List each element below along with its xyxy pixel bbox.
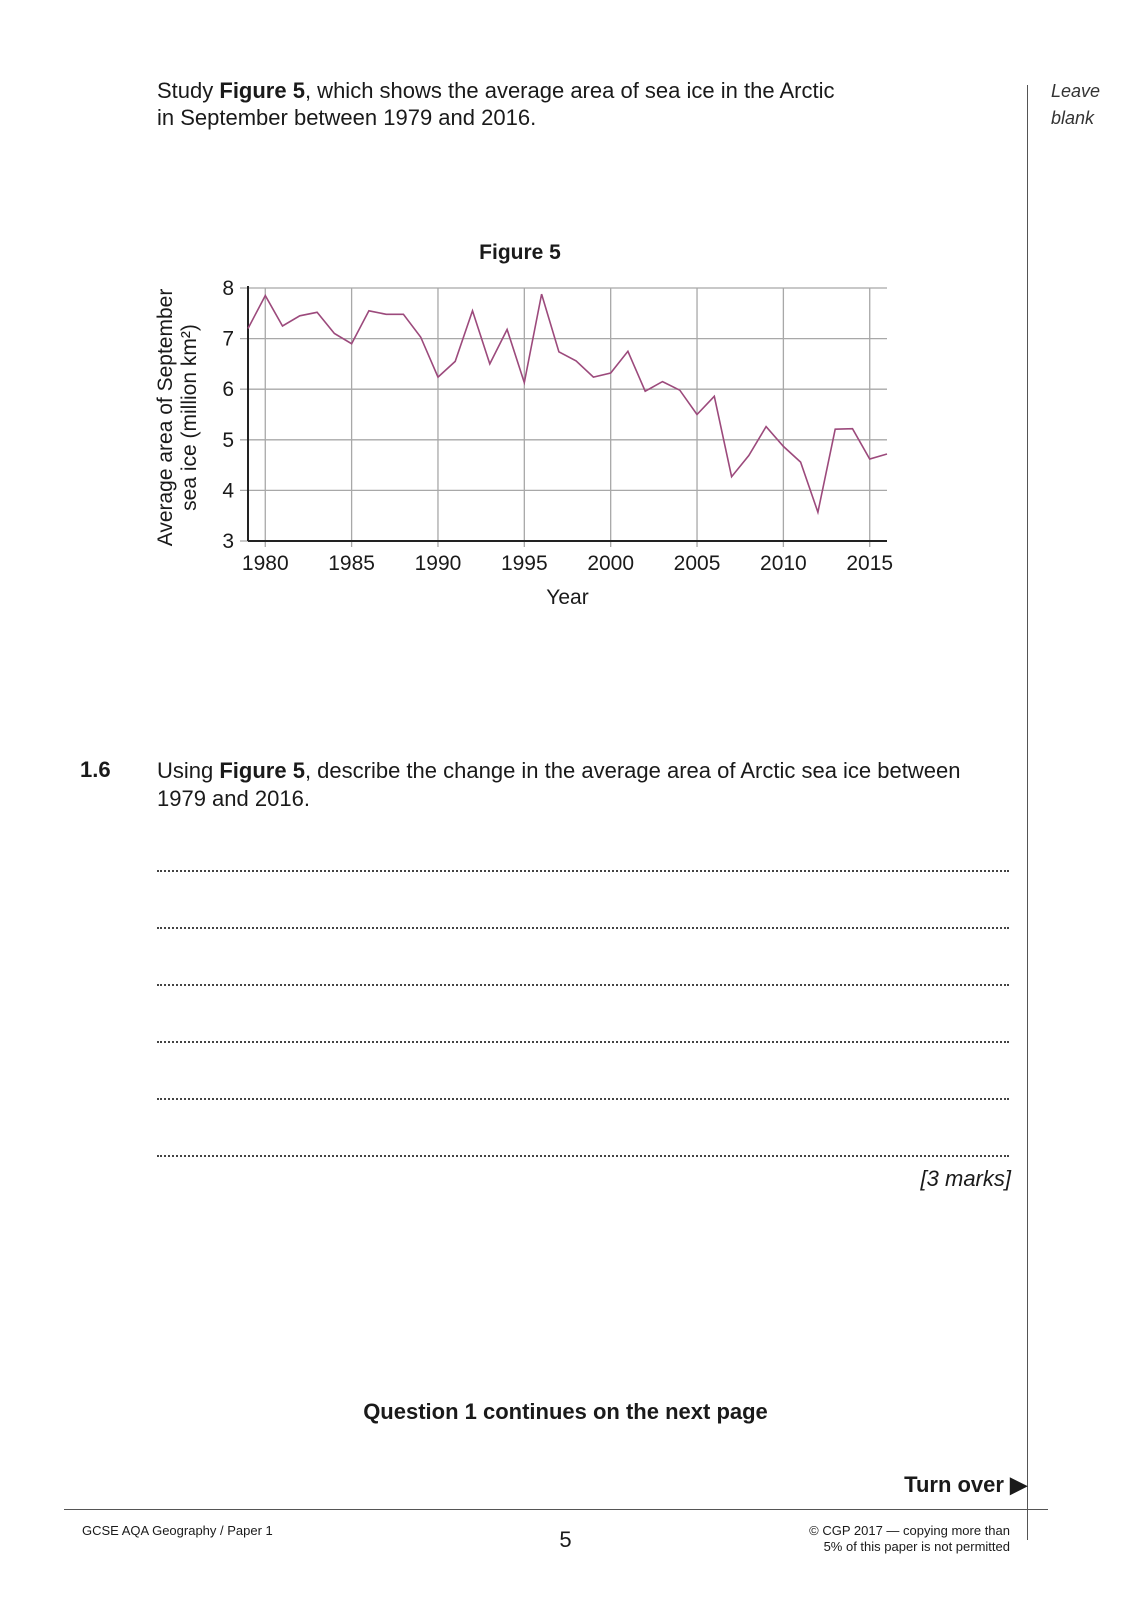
y-axis-label <box>154 289 201 547</box>
x-tick-labels <box>242 552 893 575</box>
footer-paper-title: GCSE AQA Geography / Paper 1 <box>82 1523 273 1538</box>
x-tick-label-1990: 1990 <box>414 552 462 575</box>
x-tick-label-2000: 2000 <box>587 552 635 575</box>
answer-line-3[interactable] <box>157 984 1009 986</box>
y-tick-labels <box>222 277 234 553</box>
y-tick-label-3: 3 <box>222 530 234 553</box>
answer-line-6[interactable] <box>157 1155 1009 1157</box>
chart-title: Figure 5 <box>479 241 561 264</box>
y-tick-label-7: 7 <box>222 327 234 351</box>
marks-label: [3 marks] <box>920 1166 1011 1191</box>
chart-axes <box>248 286 887 541</box>
y-tick-label-8: 8 <box>222 277 234 300</box>
footer-copyright: © CGP 2017 — copying more than 5% of this paper is not permitted <box>809 1523 1010 1554</box>
y-tick-label-6: 6 <box>222 378 234 402</box>
leave-blank-label: Leave blank <box>1051 81 1101 128</box>
answer-line-1[interactable] <box>157 870 1009 872</box>
answer-line-2[interactable] <box>157 927 1009 929</box>
y-tick-label-5: 5 <box>222 428 234 452</box>
question-number: 1.6 <box>80 757 111 782</box>
intro-text: Study Figure 5, which shows the average area of sea ice in the Arctic in September between 1979 and 2016. <box>157 78 835 130</box>
margin-rule <box>1027 85 1028 1540</box>
figure-reference: Figure 5 <box>219 78 305 103</box>
y-tick-label-4: 4 <box>222 479 234 503</box>
turn-over-note: Turn over ▶ <box>904 1472 1027 1497</box>
footer-rule <box>64 1509 1048 1510</box>
chart-grid <box>240 288 887 547</box>
answer-line-4[interactable] <box>157 1041 1009 1043</box>
x-tick-label-1980: 1980 <box>241 552 289 575</box>
figure-5-chart <box>150 235 910 615</box>
figure-reference: Figure 5 <box>219 758 305 783</box>
answer-line-5[interactable] <box>157 1098 1009 1100</box>
y-axis-label-line-2: sea ice (million km²) <box>178 324 201 511</box>
x-tick-label-1985: 1985 <box>328 552 375 575</box>
x-tick-label-2015: 2015 <box>846 552 894 575</box>
question-text: Using Figure 5, describe the change in the average area of Arctic sea ice between 1979 and 2016. <box>157 758 961 811</box>
x-tick-label-1995: 1995 <box>500 552 548 575</box>
page-number: 5 <box>559 1527 572 1552</box>
x-tick-label-2010: 2010 <box>760 552 807 575</box>
y-axis-label-line-1: Average area of September <box>154 288 177 547</box>
x-tick-label-2005: 2005 <box>673 552 721 575</box>
x-axis-label: Year <box>546 586 589 609</box>
continues-note: Question 1 continues on the next page <box>363 1399 768 1424</box>
sea-ice-series-line <box>248 294 887 512</box>
